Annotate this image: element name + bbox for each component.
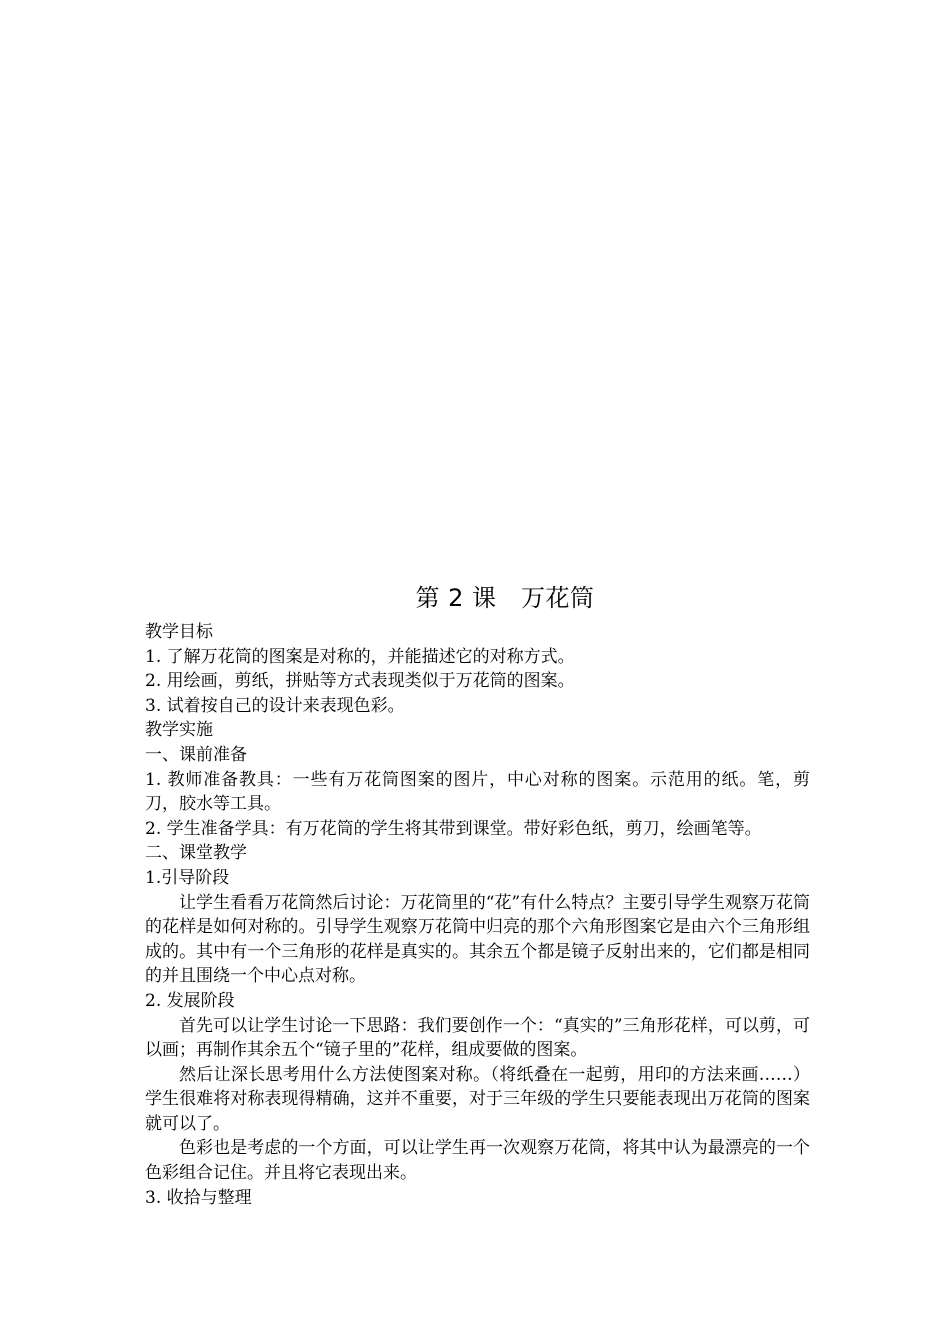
stage-2-heading: 2. 发展阶段 xyxy=(145,990,235,1011)
document-body xyxy=(145,578,810,1210)
stage-1-heading: 1.引导阶段 xyxy=(145,867,230,888)
stage-1-paragraph: 让学生看看万花筒然后讨论：万花筒里的“花”有什么特点？主要引导学生观察万花筒的花样是如何对称的。引导学生观察万花筒中归亮的那个六角形图案它是由六个三角形组成的。其中有一个三角形的花样是真实的。其余五个都是镜子反射出来的，它们都是相同的并且围绕一个中心点对称。 xyxy=(145,892,810,987)
lesson-title: 第 2 课 万花筒 xyxy=(415,584,595,612)
goals-heading: 教学目标 xyxy=(145,622,213,642)
stage-2-paragraph-2: 然后让深长思考用什么方法使图案对称。（将纸叠在一起剪，用印的方法来画……）学生很难将对称表现得精确，这并不重要，对于三年级的学生只要能表现出万花筒的图案就可以了。 xyxy=(145,1064,810,1134)
stage-3-heading: 3. 收拾与整理 xyxy=(145,1187,252,1208)
classroom-heading: 二、课堂教学 xyxy=(145,843,247,864)
preparation-item-1: 1. 教师准备教具：一些有万花筒图案的图片，中心对称的图案。示范用的纸。笔，剪刀，胶水等工具。 xyxy=(145,769,810,815)
goal-item-3: 3. 试着按自己的设计来表现色彩。 xyxy=(145,695,405,716)
stage-2-paragraph-1: 首先可以让学生讨论一下思路：我们要创作一个：“真实的”三角形花样，可以剪，可以画；再制作其余五个“镜子里的”花样，组成要做的图案。 xyxy=(145,1015,810,1061)
stage-2-paragraph-3: 色彩也是考虑的一个方面，可以让学生再一次观察万花筒，将其中认为最漂亮的一个色彩组合记住。并且将它表现出来。 xyxy=(145,1138,810,1184)
preparation-heading: 一、课前准备 xyxy=(145,744,247,765)
preparation-item-2: 2. 学生准备学具：有万花筒的学生将其带到课堂。带好彩色纸，剪刀，绘画笔等。 xyxy=(145,818,762,839)
implementation-heading: 教学实施 xyxy=(145,720,213,741)
goal-item-1: 1. 了解万花筒的图案是对称的，并能描述它的对称方式。 xyxy=(145,646,575,667)
goal-item-2: 2. 用绘画，剪纸，拼贴等方式表现类似于万花筒的图案。 xyxy=(145,671,575,692)
